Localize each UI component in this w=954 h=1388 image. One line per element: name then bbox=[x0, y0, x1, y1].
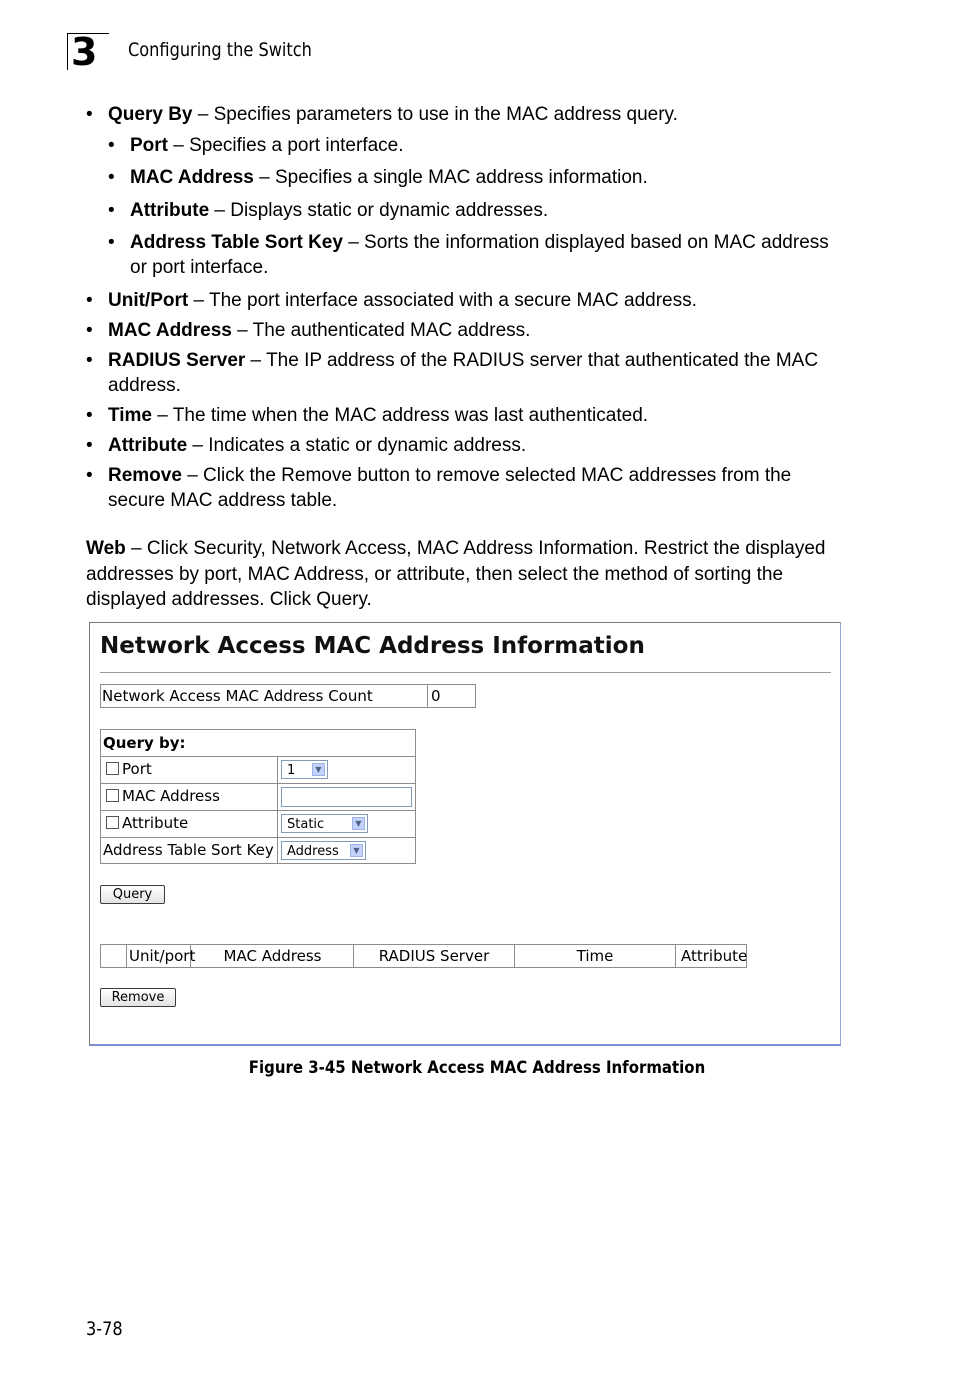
port-label: Port bbox=[122, 760, 152, 778]
page-number: 3-78 bbox=[86, 1318, 123, 1340]
mac-address-input[interactable] bbox=[281, 787, 412, 807]
query-by-sublist bbox=[130, 133, 830, 280]
field-mac-address: • MAC Address – The authenticated MAC address. bbox=[108, 318, 848, 343]
remove-button[interactable]: Remove bbox=[100, 988, 176, 1007]
chapter-number: 3 bbox=[67, 33, 109, 70]
chapter-title: Configuring the Switch bbox=[128, 39, 312, 61]
web-ui-figure bbox=[89, 622, 841, 1046]
query-by-header: Query by: bbox=[103, 734, 186, 752]
col-header-attribute: Attribute bbox=[681, 947, 748, 965]
ui-page-title: Network Access MAC Address Information bbox=[100, 633, 645, 659]
field-remove: • Remove – Click the Remove button to remove selected MAC addresses from the secure MAC address table. bbox=[108, 463, 848, 513]
sort-key-select[interactable]: Address ▼ bbox=[281, 841, 366, 860]
title-divider bbox=[100, 672, 831, 673]
attribute-label: Attribute bbox=[122, 814, 189, 832]
mac-label: MAC Address bbox=[122, 787, 220, 805]
field-unit-port: • Unit/Port – The port interface associated with a secure MAC address. bbox=[108, 288, 848, 313]
sub-attribute: • Attribute – Displays static or dynamic addresses. bbox=[130, 198, 830, 223]
col-header-time: Time bbox=[515, 945, 676, 967]
field-list-top bbox=[108, 102, 838, 127]
attribute-select[interactable]: Static ▼ bbox=[281, 814, 368, 833]
port-checkbox[interactable] bbox=[106, 762, 119, 775]
select-col-header bbox=[101, 945, 127, 967]
field-attribute: • Attribute – Indicates a static or dynamic address. bbox=[108, 433, 848, 458]
port-row bbox=[101, 757, 415, 783]
field-list bbox=[108, 288, 848, 513]
query-table bbox=[100, 729, 416, 864]
sort-key-label: Address Table Sort Key bbox=[103, 841, 274, 859]
col-header-unit-port: Unit/port bbox=[129, 947, 196, 965]
count-value: 0 bbox=[431, 687, 441, 705]
attribute-row bbox=[101, 811, 415, 837]
web-instructions: Web – Click Security, Network Access, MAC Address Information. Restrict the displayed addresses by port, MAC Address, or attribute, then select the method of sorting the displayed addresses. Click Query. bbox=[86, 538, 826, 610]
chevron-down-icon: ▼ bbox=[352, 817, 365, 830]
query-button[interactable]: Query bbox=[100, 885, 165, 904]
field-time: • Time – The time when the MAC address was last authenticated. bbox=[108, 403, 848, 428]
field-query-by: • Query By – Specifies parameters to use in the MAC address query. bbox=[108, 102, 838, 127]
sub-mac-address: • MAC Address – Specifies a single MAC address information. bbox=[130, 165, 830, 190]
figure-caption: Figure 3-45 Network Access MAC Address Information bbox=[248, 1058, 706, 1078]
attribute-checkbox[interactable] bbox=[106, 816, 119, 829]
field-radius-server: • RADIUS Server – The IP address of the RADIUS server that authenticated the MAC address. bbox=[108, 348, 848, 398]
sort-key-row bbox=[101, 838, 415, 863]
sub-sort-key: • Address Table Sort Key – Sorts the information displayed based on MAC address or port interface. bbox=[130, 230, 830, 280]
count-table bbox=[100, 684, 476, 708]
sub-port: • Port – Specifies a port interface. bbox=[130, 133, 830, 158]
col-header-mac-address: MAC Address bbox=[192, 945, 354, 967]
chevron-down-icon: ▼ bbox=[312, 763, 325, 776]
count-label: Network Access MAC Address Count bbox=[102, 685, 428, 707]
chevron-down-icon: ▼ bbox=[350, 844, 363, 857]
col-header-radius-server: RADIUS Server bbox=[354, 945, 515, 967]
port-select[interactable]: 1 ▼ bbox=[281, 760, 328, 779]
mac-row bbox=[101, 784, 415, 810]
results-table-header bbox=[100, 944, 747, 968]
mac-checkbox[interactable] bbox=[106, 789, 119, 802]
